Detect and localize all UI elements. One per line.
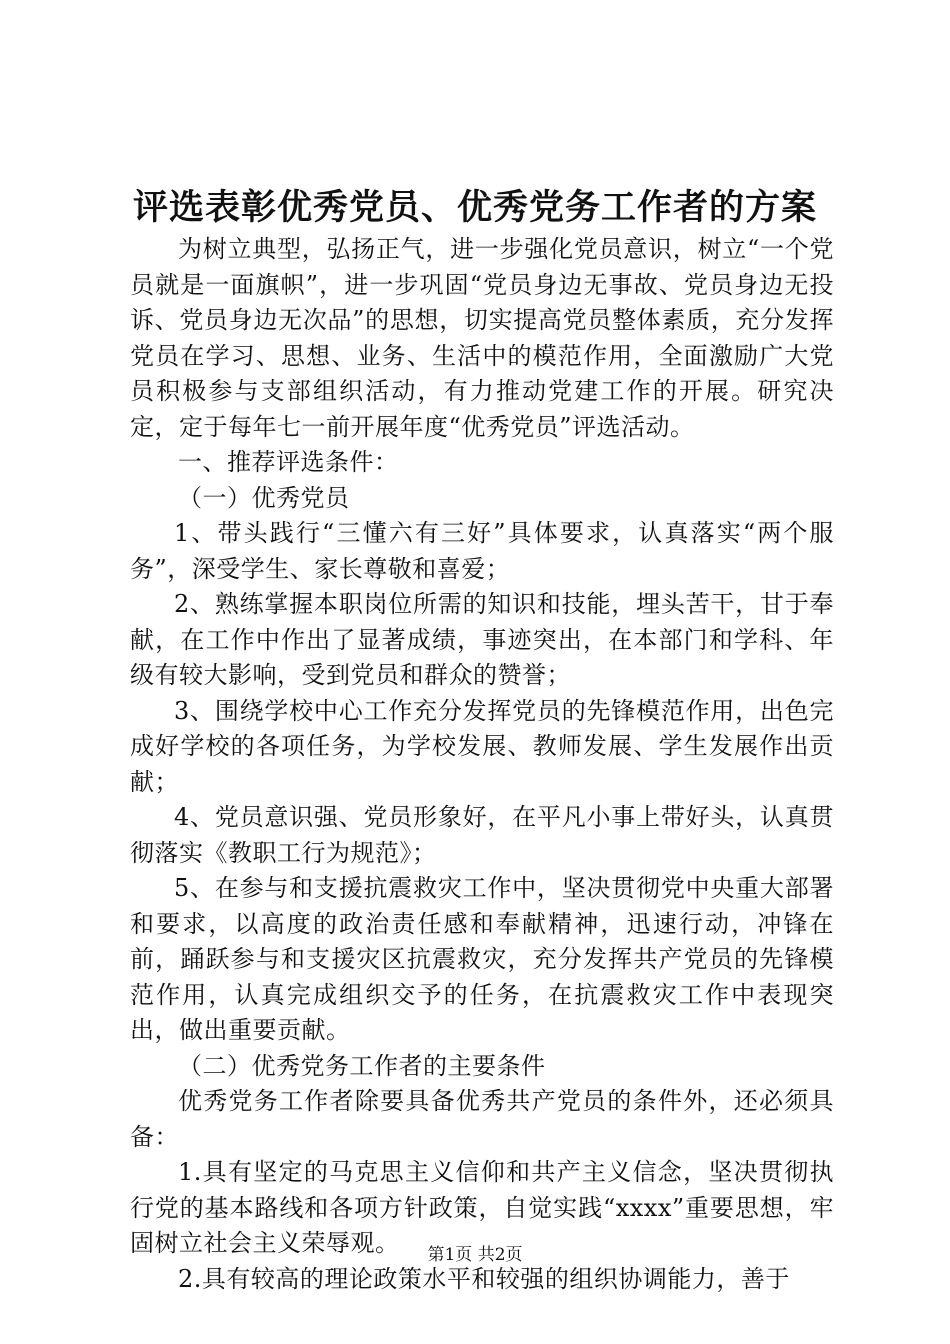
worker-item-1: 1.具有坚定的马克思主义信仰和共产主义信念，坚决贯彻执行党的基本路线和各项方针政策，自觉实践“xxxx”重要思想，牢固树立社会主义荣辱观。 — [130, 1158, 834, 1257]
criteria-item-3: 3、围绕学校中心工作充分发挥党员的先锋模范作用，出色完成好学校的各项任务，为学校发展、教师发展、学生发展作出贡献； — [130, 696, 834, 796]
criteria-item-2: 2、熟练掌握本职岗位所需的知识和技能，埋头苦干，甘于奉献，在工作中作出了显著成绩，事迹突出，在本部门和学科、年级有较大影响，受到党员和群众的赞誉； — [130, 590, 834, 689]
criteria-item-5: 5、在参与和支援抗震救灾工作中，坚决贯彻党中央重大部署和要求，以高度的政治责任感和奉献精神，迅速行动，冲锋在前，踊跃参与和支援灾区抗震救灾，充分发挥共产党员的先锋模范作用，认真完成组织交予的任务，在抗震救灾工作中表现突出，做出重要贡献。 — [130, 874, 834, 1044]
subsection-heading-party-worker: （二）优秀党务工作者的主要条件 — [178, 1051, 546, 1080]
paragraph-worker-requirements: 优秀党务工作者除要具备优秀共产党员的条件外，还必须具备： — [130, 1087, 834, 1151]
page-indicator: 第1页 共2页 — [427, 1245, 523, 1265]
worker-item-2: 2.具有较高的理论政策水平和较强的组织协调能力，善于 — [178, 1264, 790, 1293]
section-heading-criteria: 一、推荐评选条件： — [178, 448, 399, 476]
paragraph-intro: 为树立典型，弘扬正气，进一步强化党员意识，树立“一个党员就是一面旗帜”，进一步巩固“党员身边无事故、党员身边无投诉、党员身边无次品”的思想，切实提高党员整体素质，充分发挥党员在学习、思想、业务、生活中的模范作用，全面激励广大党员积极参与支部组织活动，有力推动党建工作的开展。研究决定，定于每年七一前开展年度“优秀党员”评选活动。 — [130, 235, 834, 441]
criteria-item-4: 4、党员意识强、党员形象好，在平凡小事上带好头，认真贯彻落实《教职工行为规范》； — [130, 803, 834, 867]
criteria-item-1: 1、带头践行“三懂六有三好”具体要求，认真落实“两个服务”，深受学生、家长尊敬和喜爱； — [130, 519, 834, 583]
document-body — [130, 232, 834, 1297]
document-title: 评选表彰优秀党员、优秀党务工作者的方案 — [132, 187, 817, 228]
subsection-heading-outstanding-member: （一）优秀党员 — [178, 483, 350, 512]
